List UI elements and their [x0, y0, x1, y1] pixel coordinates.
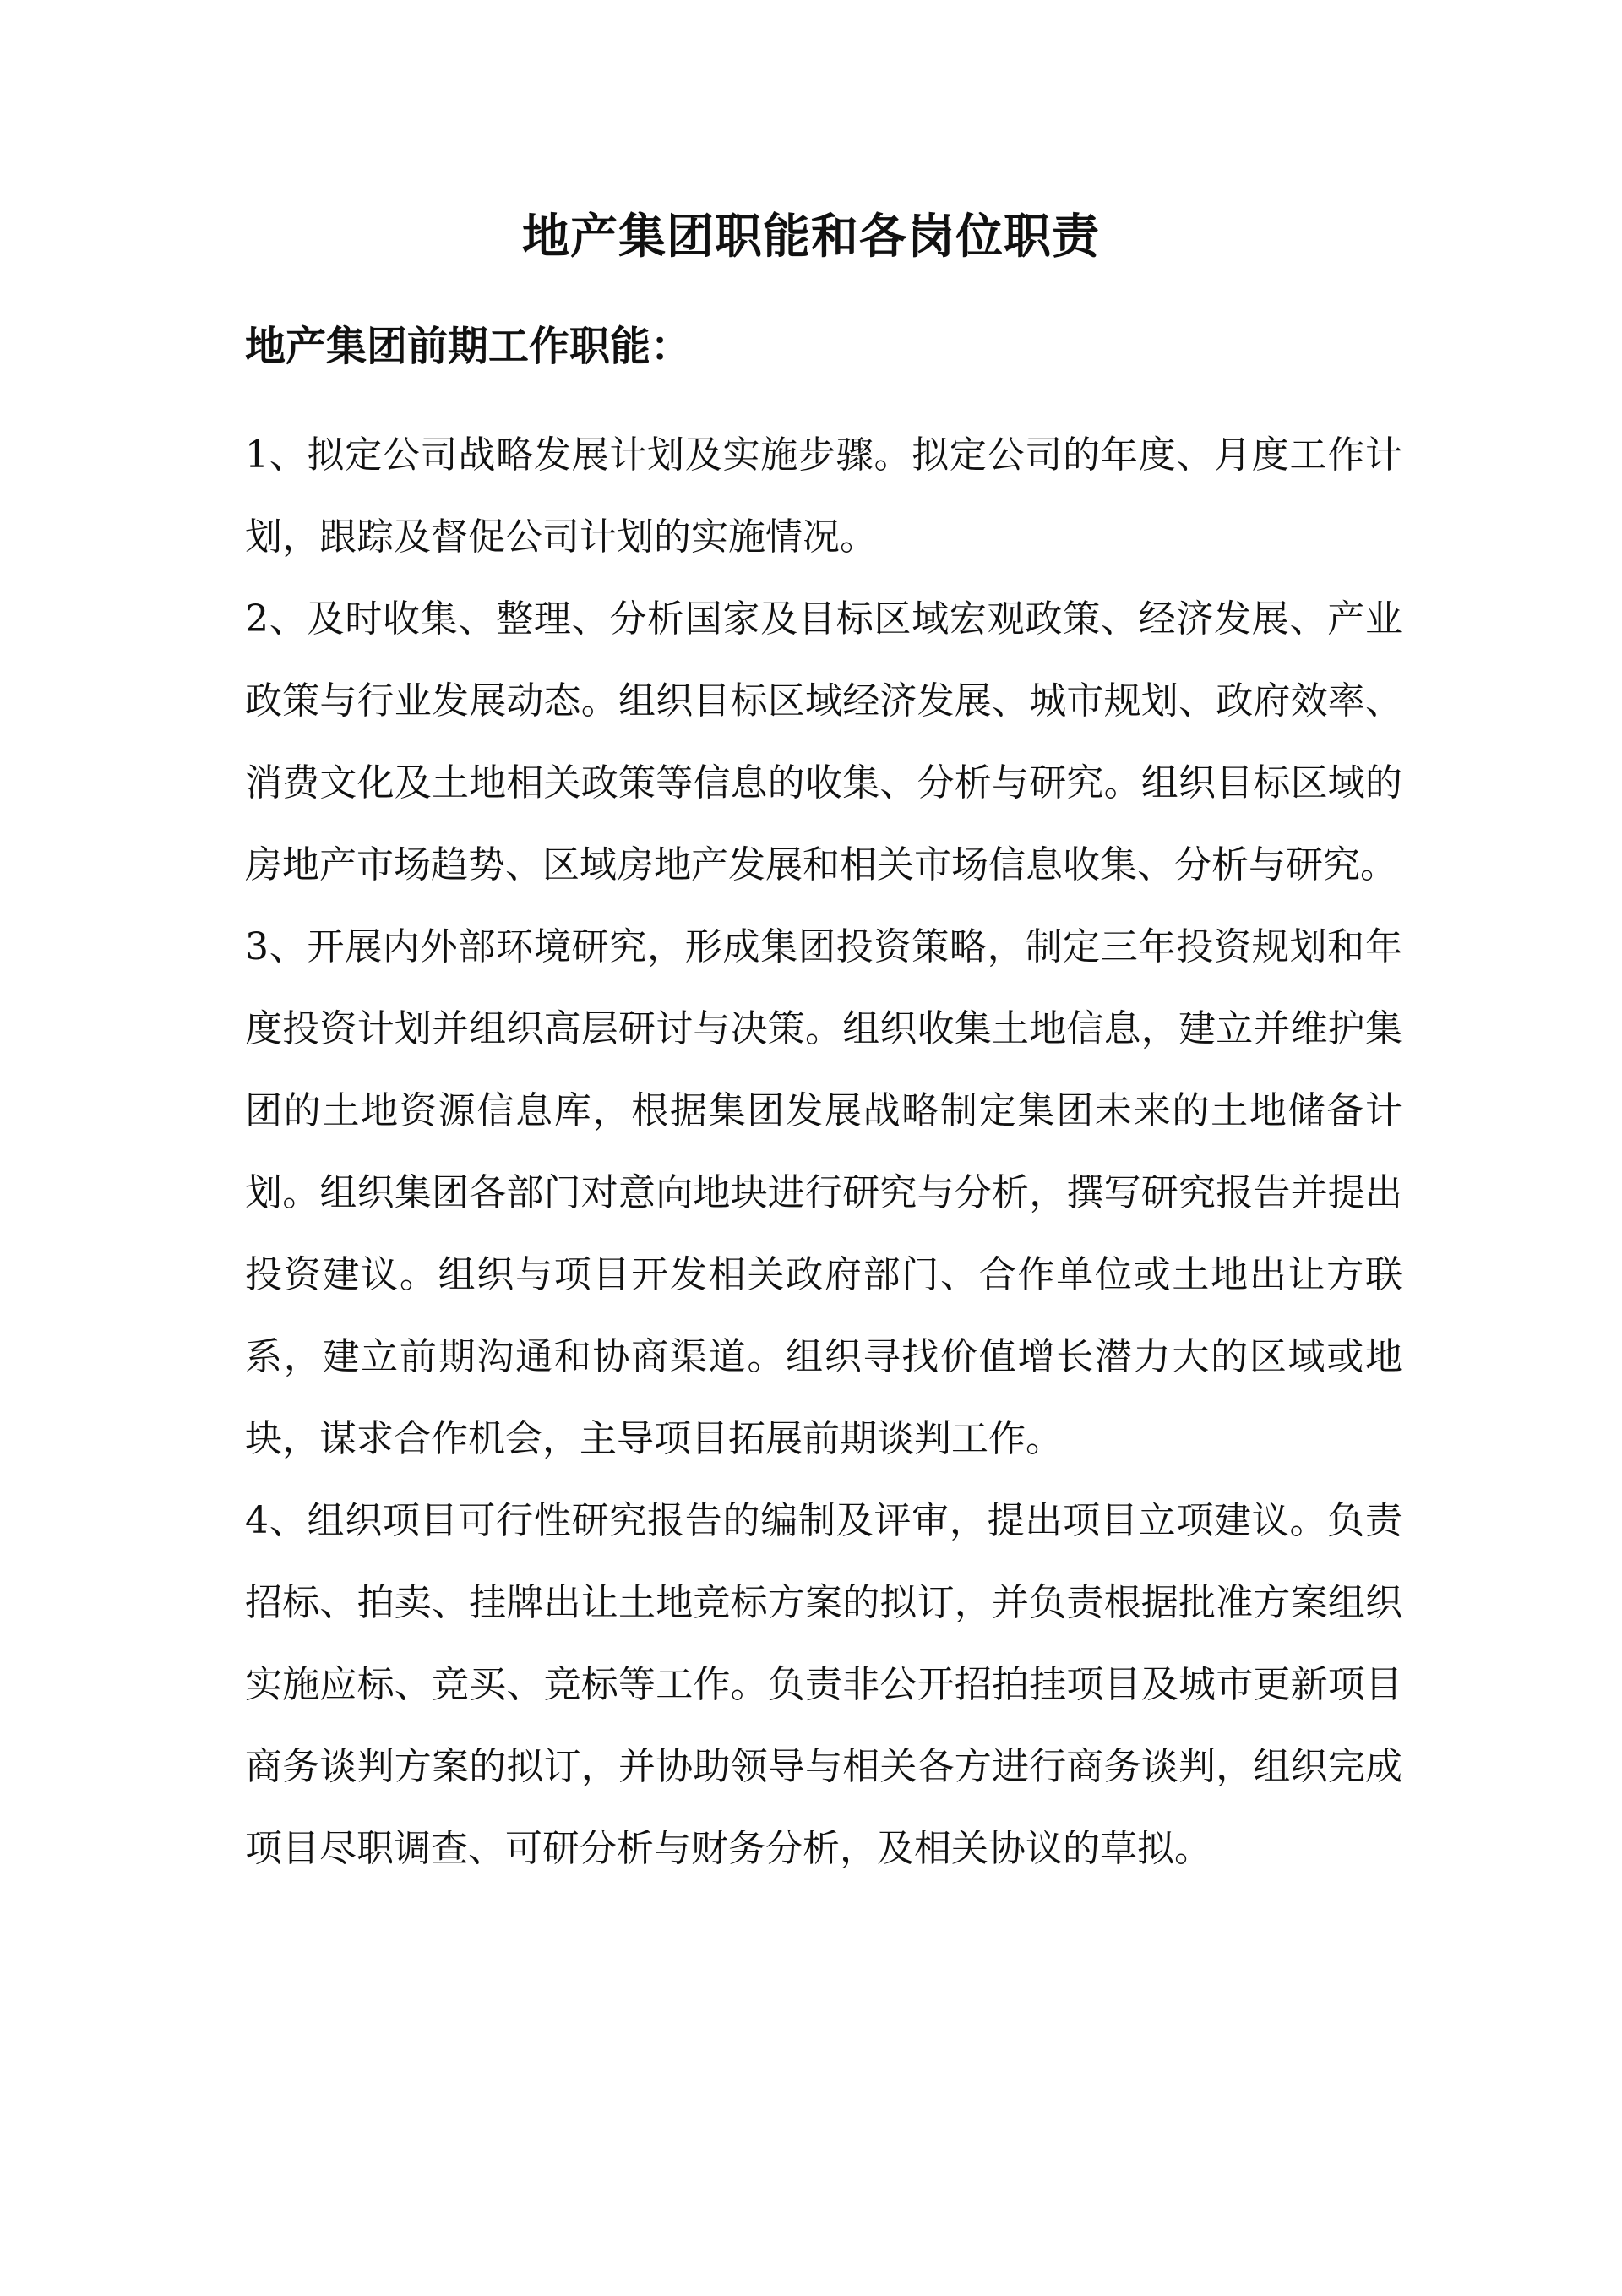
- body-text: [245, 414, 1402, 1890]
- paragraph-2: 2、及时收集、整理、分析国家及目标区域宏观政策、经济发展、产业政策与行业发展动态。组织目标区域经济发展、城市规划、政府效率、消费文化及土地相关政策等信息的收集、分析与研究。组织目标区域的房地产市场趋势、区域房地产发展和相关市场信息收集、分析与研究。: [245, 597, 1402, 886]
- paragraph-4: 4、组织项目可行性研究报告的编制及评审，提出项目立项建议。负责招标、拍卖、挂牌出让土地竞标方案的拟订，并负责根据批准方案组织实施应标、竞买、竞标等工作。负责非公开招拍挂项目及城市更新项目商务谈判方案的拟订，并协助领导与相关各方进行商务谈判，组织完成项目尽职调查、可研分析与财务分析，及相关协议的草拟。: [245, 1499, 1402, 1870]
- paragraph-3: 3、开展内外部环境研究，形成集团投资策略，制定三年投资规划和年度投资计划并组织高层研讨与决策。组织收集土地信息，建立并维护集团的土地资源信息库，根据集团发展战略制定集团未来的土地储备计划。组织集团各部门对意向地块进行研究与分析，撰写研究报告并提出投资建议。组织与项目开发相关政府部门、合作单位或土地出让方联系，建立前期沟通和协商渠道。组织寻找价值增长潜力大的区域或地块，谋求合作机会，主导项目拓展前期谈判工作。: [245, 925, 1402, 1460]
- paragraph-1: 1、拟定公司战略发展计划及实施步骤。拟定公司的年度、月度工作计划，跟踪及督促公司计划的实施情况。: [245, 434, 1402, 559]
- section-heading: 地产集团前期工作职能：: [245, 323, 692, 370]
- document-title: 地产集团职能和各岗位职责: [522, 209, 1100, 265]
